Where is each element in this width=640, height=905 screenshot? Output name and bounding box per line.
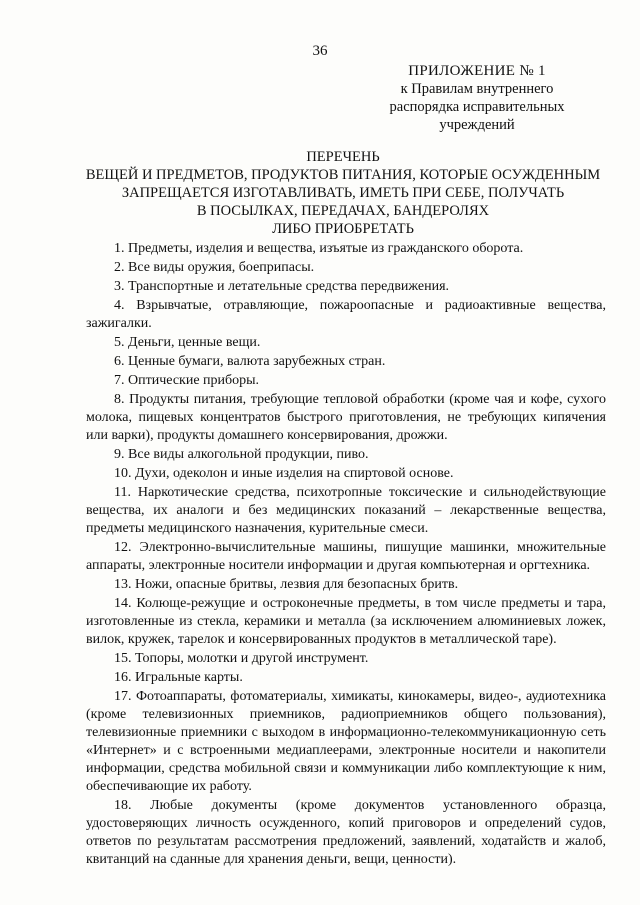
title-line: ЗАПРЕЩАЕТСЯ ИЗГОТАВЛИВАТЬ, ИМЕТЬ ПРИ СЕБЕ, ПОЛУЧАТЬ xyxy=(121,185,565,201)
list-item: 5. Деньги, ценные вещи. xyxy=(114,335,261,350)
list-item: 15. Топоры, молотки и другой инструмент. xyxy=(114,651,369,666)
appendix-line: учреждений xyxy=(439,117,515,133)
list-item: 8. Продукты питания, требующие тепловой обработки (кроме чая и кофе, сухого молока, пищевых концентратов быстрого приготовления, не требующих кипячения или варки), продукты домашнего консервирования, дрожжи. xyxy=(86,392,606,443)
title-line: ВЕЩЕЙ И ПРЕДМЕТОВ, ПРОДУКТОВ ПИТАНИЯ, КОТОРЫЕ ОСУЖДЕННЫМ xyxy=(85,167,601,183)
page-number: 36 xyxy=(312,43,328,59)
list-item: 3. Транспортные и летательные средства передвижения. xyxy=(114,279,450,294)
appendix-title: ПРИЛОЖЕНИЕ № 1 xyxy=(408,63,546,79)
items-list xyxy=(86,240,606,870)
appendix-line: распорядка исправительных xyxy=(389,99,565,115)
title-line: В ПОСЫЛКАХ, ПЕРЕДАЧАХ, БАНДЕРОЛЯХ xyxy=(196,203,490,219)
list-item: 13. Ножи, опасные бритвы, лезвия для безопасных бритв. xyxy=(114,577,459,592)
list-item: 11. Наркотические средства, психотропные токсические и сильнодействующие вещества, их аналоги и без медицинских показаний – лекарственные вещества, предметы медицинского назначения, курительные смеси. xyxy=(86,485,606,536)
list-item: 4. Взрывчатые, отравляющие, пожароопасные и радиоактивные вещества, зажигалки. xyxy=(86,298,606,331)
list-item: 7. Оптические приборы. xyxy=(114,373,260,388)
appendix-line: к Правилам внутреннего xyxy=(400,81,554,97)
list-item: 2. Все виды оружия, боеприпасы. xyxy=(114,260,315,275)
list-item: 12. Электронно-вычислительные машины, пишущие машинки, множительные аппараты, электронные носители информации и другая компьютерная и оргтехника. xyxy=(86,540,606,573)
appendix-block xyxy=(372,62,582,134)
list-item: 16. Игральные карты. xyxy=(114,670,243,685)
list-item: 1. Предметы, изделия и вещества, изъятые из гражданского оборота. xyxy=(114,241,524,256)
list-item: 6. Ценные бумаги, валюта зарубежных стран. xyxy=(114,354,386,369)
document-title xyxy=(80,148,606,238)
title-line: ЛИБО ПРИОБРЕТАТЬ xyxy=(272,221,414,237)
title-line: ПЕРЕЧЕНЬ xyxy=(306,149,380,165)
list-item: 10. Духи, одеколон и иные изделия на спиртовой основе. xyxy=(114,466,454,481)
list-item: 14. Колюще-режущие и остроконечные предметы, в том числе предметы и тара, изготовленные из стекла, керамики и металла (за исключением алюминиевых ложек, вилок, кружек, тарелок и консервированных продуктов в металлической таре). xyxy=(86,596,606,647)
list-item: 9. Все виды алкогольной продукции, пиво. xyxy=(114,447,369,462)
list-item: 18. Любые документы (кроме документов установленного образца, удостоверяющих личность осужденного, копий приговоров и определений судов, ответов по результатам рассмотрения предложений, заявлений, ходатайств и жалоб, квитанций на сданные для хранения деньги, вещи, ценности). xyxy=(86,798,606,867)
list-item: 17. Фотоаппараты, фотоматериалы, химикаты, кинокамеры, видео-, аудиотехника (кроме телевизионных приемников, радиоприемников общего пользования), телевизионные приемники с выходом в информационно-телекоммуникационную сеть «Интернет» и с встроенными медиаплеерами, электронные носители и накопители информации, средства мобильной связи и коммуникации либо комплектующие к ним, обеспечивающие их работу. xyxy=(86,689,606,794)
